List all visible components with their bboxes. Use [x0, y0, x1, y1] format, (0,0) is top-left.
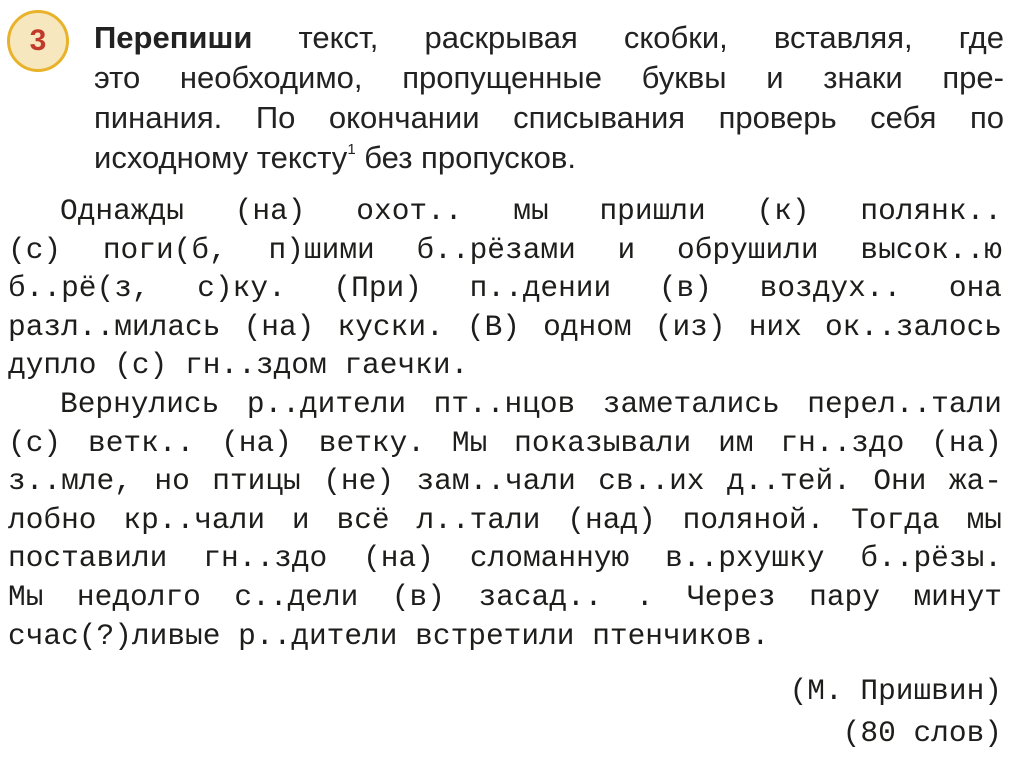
paragraph-1-line: дупло (с) гн..здом гаечки. — [8, 348, 469, 383]
task-line-4-a: исходному тексту — [94, 140, 348, 175]
paragraph-2-line: (с) ветк.. (на) ветку. Мы показывали им гн..здо (на) — [8, 425, 1002, 460]
paragraph-1-line: Однажды (на) охот.. мы пришли (к) полянк.. — [60, 194, 1002, 228]
task-instruction — [94, 18, 1004, 178]
paragraph-1-line: разл..милась (на) куски. (В) одном (из) них ок..залось — [8, 309, 1002, 344]
paragraph-2-line: Вернулись р..дители пт..нцов заметались перел..тали — [60, 386, 1002, 421]
exercise-number: 3 — [29, 24, 47, 57]
task-line-4-b: без пропусков. — [355, 140, 577, 175]
task-line-3: пинания. По окончании списывания проверь себя по — [94, 100, 1004, 135]
paragraph-1-line: б..рё(з, с)ку. (При) п..дении (в) воздух.. она — [8, 271, 1002, 306]
task-line-4 — [94, 138, 1004, 178]
task-line-2: это необходимо, пропущенные буквы и знаки пре- — [94, 60, 1004, 95]
paragraph-2-line: з..мле, но птицы (не) зам..чали св..их д..тей. Они жа- — [8, 464, 1002, 499]
task-line-1-rest: текст, раскрывая скобки, вставляя, где — [298, 20, 1004, 55]
paragraph-2-line: счас(?)ливые р..дители встретили птенчиков. — [8, 618, 770, 653]
task-lead-word: Перепиши — [94, 20, 253, 55]
paragraph-2-line: поставили гн..здо (на) сломанную в..рхушку б..рёзы. — [8, 541, 1002, 576]
paragraph-2-line: лобно кр..чали и всё л..тали (над) поляной. Тогда мы — [8, 502, 1002, 537]
footnote-mark: 1 — [347, 141, 356, 158]
paragraph-1-line: (с) поги(б, п)шими б..рёзами и обрушили высок..ю — [8, 232, 1002, 267]
exercise-number-badge — [7, 10, 69, 72]
word-count: (80 слов) — [842, 716, 1002, 750]
author-attribution: (М. Пришвин) — [789, 674, 1002, 708]
task-line-1 — [94, 18, 1004, 58]
paragraph-2-line: Мы недолго с..дели (в) засад.. . Через пару минут — [8, 579, 1002, 614]
exercise-text — [8, 192, 1002, 655]
